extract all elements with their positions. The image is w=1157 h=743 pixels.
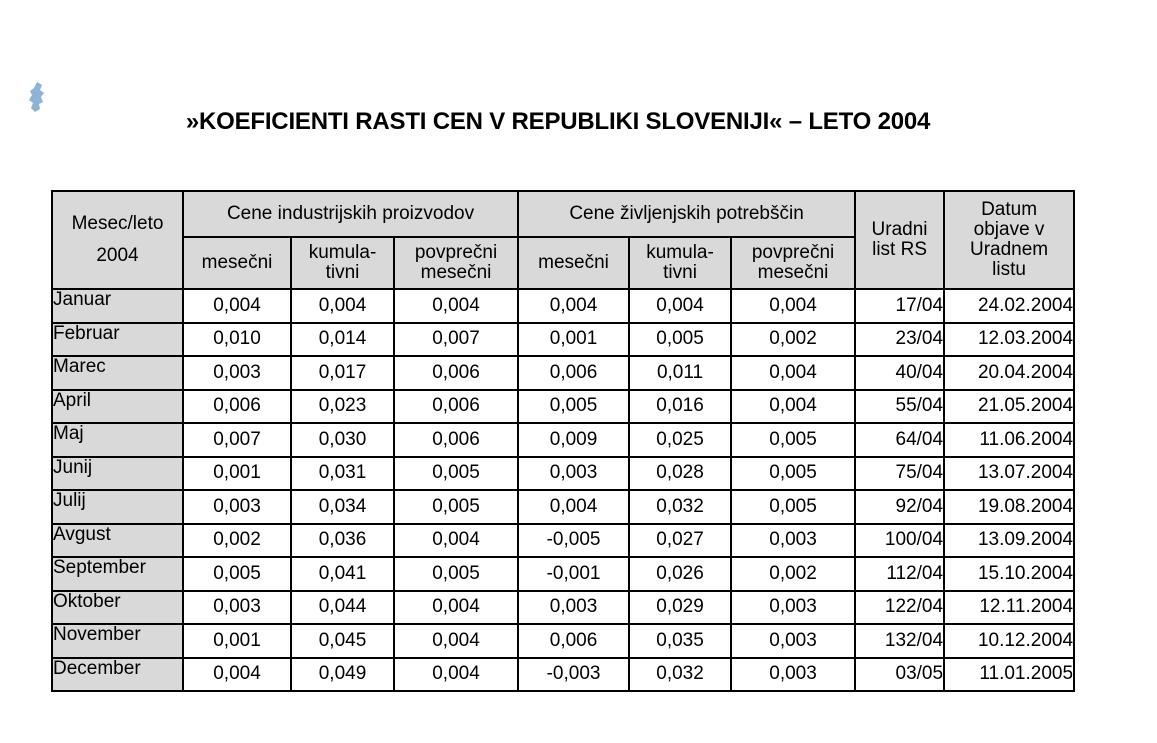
living-monthly-header: mesečni <box>518 237 629 289</box>
page-title: »KOEFICIENTI RASTI CEN V REPUBLIKI SLOVENIJI« – LETO 2004 <box>185 108 931 135</box>
industrial-monthly-cell: 0,002 <box>183 524 291 558</box>
industrial-monthly-cell: 0,004 <box>183 289 291 323</box>
month-cell: Marec <box>52 356 183 390</box>
living-average-cell: 0,003 <box>731 624 855 658</box>
living-average-cell: 0,004 <box>731 289 855 323</box>
living-cumulative-cell: 0,004 <box>629 289 731 323</box>
living-cumulative-cell: 0,028 <box>629 457 731 491</box>
living-monthly-cell: -0,005 <box>518 524 629 558</box>
industrial-monthly-cell: 0,003 <box>183 356 291 390</box>
living-average-cell: 0,005 <box>731 457 855 491</box>
month-cell: April <box>52 390 183 424</box>
table-body <box>52 289 1074 691</box>
publish-date-cell: 13.09.2004 <box>944 524 1074 558</box>
month-cell: November <box>52 624 183 658</box>
industrial-average-cell: 0,005 <box>394 457 518 491</box>
table-row <box>52 524 1074 558</box>
industrial-average-cell: 0,007 <box>394 323 518 357</box>
living-cumulative-cell: 0,035 <box>629 624 731 658</box>
official-gazette-cell: 100/04 <box>855 524 944 558</box>
living-average-cell: 0,005 <box>731 490 855 524</box>
official-gazette-cell: 55/04 <box>855 390 944 424</box>
table-row <box>52 490 1074 524</box>
living-prices-header: Cene življenjskih potrebščin <box>518 191 855 237</box>
industrial-average-cell: 0,004 <box>394 524 518 558</box>
month-cell: Februar <box>52 323 183 357</box>
publish-date-cell: 12.11.2004 <box>944 591 1074 625</box>
month-cell: Junij <box>52 457 183 491</box>
month-cell: Maj <box>52 423 183 457</box>
living-average-cell: 0,003 <box>731 658 855 692</box>
official-gazette-header: Uradni list RS <box>855 191 944 289</box>
industrial-cumulative-header: kumula- tivni <box>291 237 394 289</box>
living-monthly-cell: 0,009 <box>518 423 629 457</box>
industrial-monthly-cell: 0,006 <box>183 390 291 424</box>
living-average-cell: 0,003 <box>731 591 855 625</box>
industrial-average-cell: 0,004 <box>394 624 518 658</box>
living-cumulative-cell: 0,025 <box>629 423 731 457</box>
industrial-cumulative-cell: 0,031 <box>291 457 394 491</box>
living-monthly-cell: 0,004 <box>518 490 629 524</box>
industrial-average-cell: 0,004 <box>394 658 518 692</box>
living-monthly-cell: 0,003 <box>518 457 629 491</box>
industrial-cumulative-cell: 0,049 <box>291 658 394 692</box>
table-row <box>52 658 1074 692</box>
official-gazette-cell: 112/04 <box>855 557 944 591</box>
living-monthly-cell: 0,001 <box>518 323 629 357</box>
publish-date-cell: 21.05.2004 <box>944 390 1074 424</box>
industrial-cumulative-cell: 0,023 <box>291 390 394 424</box>
table-row <box>52 423 1074 457</box>
industrial-average-cell: 0,004 <box>394 591 518 625</box>
living-average-cell: 0,004 <box>731 390 855 424</box>
living-cumulative-cell: 0,027 <box>629 524 731 558</box>
living-cumulative-cell: 0,026 <box>629 557 731 591</box>
industrial-monthly-cell: 0,010 <box>183 323 291 357</box>
living-cumulative-cell: 0,011 <box>629 356 731 390</box>
month-cell: Oktober <box>52 591 183 625</box>
official-gazette-cell: 17/04 <box>855 289 944 323</box>
publish-date-cell: 19.08.2004 <box>944 490 1074 524</box>
industrial-monthly-cell: 0,001 <box>183 457 291 491</box>
table-row <box>52 557 1074 591</box>
publish-date-cell: 13.07.2004 <box>944 457 1074 491</box>
month-cell: Avgust <box>52 524 183 558</box>
industrial-cumulative-cell: 0,030 <box>291 423 394 457</box>
table-row <box>52 289 1074 323</box>
industrial-average-cell: 0,005 <box>394 557 518 591</box>
industrial-monthly-header: mesečni <box>183 237 291 289</box>
industrial-cumulative-cell: 0,041 <box>291 557 394 591</box>
living-monthly-cell: 0,006 <box>518 624 629 658</box>
official-gazette-cell: 23/04 <box>855 323 944 357</box>
official-gazette-cell: 122/04 <box>855 591 944 625</box>
publish-date-cell: 20.04.2004 <box>944 356 1074 390</box>
table-row <box>52 390 1074 424</box>
industrial-cumulative-cell: 0,017 <box>291 356 394 390</box>
living-monthly-cell: -0,003 <box>518 658 629 692</box>
living-monthly-cell: 0,004 <box>518 289 629 323</box>
living-average-cell: 0,002 <box>731 557 855 591</box>
industrial-cumulative-cell: 0,044 <box>291 591 394 625</box>
publish-date-header: Datum objave v Uradnem listu <box>944 191 1074 289</box>
table-row <box>52 591 1074 625</box>
month-cell: Julij <box>52 490 183 524</box>
industrial-average-header: povprečni mesečni <box>394 237 518 289</box>
industrial-monthly-cell: 0,004 <box>183 658 291 692</box>
month-cell: December <box>52 658 183 692</box>
industrial-average-cell: 0,006 <box>394 356 518 390</box>
publish-date-cell: 15.10.2004 <box>944 557 1074 591</box>
official-gazette-cell: 03/05 <box>855 658 944 692</box>
price-growth-table <box>51 190 1075 692</box>
table-row <box>52 323 1074 357</box>
table-row <box>52 624 1074 658</box>
industrial-cumulative-cell: 0,014 <box>291 323 394 357</box>
living-cumulative-cell: 0,032 <box>629 658 731 692</box>
publish-date-cell: 11.01.2005 <box>944 658 1074 692</box>
living-average-header: povprečni mesečni <box>731 237 855 289</box>
table-row <box>52 457 1074 491</box>
living-monthly-cell: 0,006 <box>518 356 629 390</box>
official-gazette-cell: 92/04 <box>855 490 944 524</box>
industrial-cumulative-cell: 0,045 <box>291 624 394 658</box>
official-gazette-cell: 40/04 <box>855 356 944 390</box>
living-monthly-cell: 0,003 <box>518 591 629 625</box>
month-year-header: Mesec/leto 2004 <box>52 191 183 289</box>
publish-date-cell: 10.12.2004 <box>944 624 1074 658</box>
industrial-monthly-cell: 0,003 <box>183 591 291 625</box>
industrial-monthly-cell: 0,003 <box>183 490 291 524</box>
month-cell: Januar <box>52 289 183 323</box>
industrial-average-cell: 0,006 <box>394 390 518 424</box>
living-cumulative-cell: 0,005 <box>629 323 731 357</box>
living-cumulative-header: kumula- tivni <box>629 237 731 289</box>
industrial-monthly-cell: 0,005 <box>183 557 291 591</box>
month-cell: September <box>52 557 183 591</box>
industrial-cumulative-cell: 0,034 <box>291 490 394 524</box>
industrial-average-cell: 0,006 <box>394 423 518 457</box>
industrial-average-cell: 0,004 <box>394 289 518 323</box>
living-average-cell: 0,003 <box>731 524 855 558</box>
living-cumulative-cell: 0,032 <box>629 490 731 524</box>
industrial-prices-header: Cene industrijskih proizvodov <box>183 191 518 237</box>
living-monthly-cell: 0,005 <box>518 390 629 424</box>
publish-date-cell: 24.02.2004 <box>944 289 1074 323</box>
industrial-cumulative-cell: 0,004 <box>291 289 394 323</box>
industrial-monthly-cell: 0,001 <box>183 624 291 658</box>
official-gazette-cell: 132/04 <box>855 624 944 658</box>
official-gazette-cell: 64/04 <box>855 423 944 457</box>
official-gazette-cell: 75/04 <box>855 457 944 491</box>
living-monthly-cell: -0,001 <box>518 557 629 591</box>
industrial-average-cell: 0,005 <box>394 490 518 524</box>
publish-date-cell: 12.03.2004 <box>944 323 1074 357</box>
industrial-cumulative-cell: 0,036 <box>291 524 394 558</box>
publish-date-cell: 11.06.2004 <box>944 423 1074 457</box>
living-cumulative-cell: 0,016 <box>629 390 731 424</box>
industrial-monthly-cell: 0,007 <box>183 423 291 457</box>
living-average-cell: 0,005 <box>731 423 855 457</box>
table-row <box>52 356 1074 390</box>
living-cumulative-cell: 0,029 <box>629 591 731 625</box>
living-average-cell: 0,002 <box>731 323 855 357</box>
living-average-cell: 0,004 <box>731 356 855 390</box>
